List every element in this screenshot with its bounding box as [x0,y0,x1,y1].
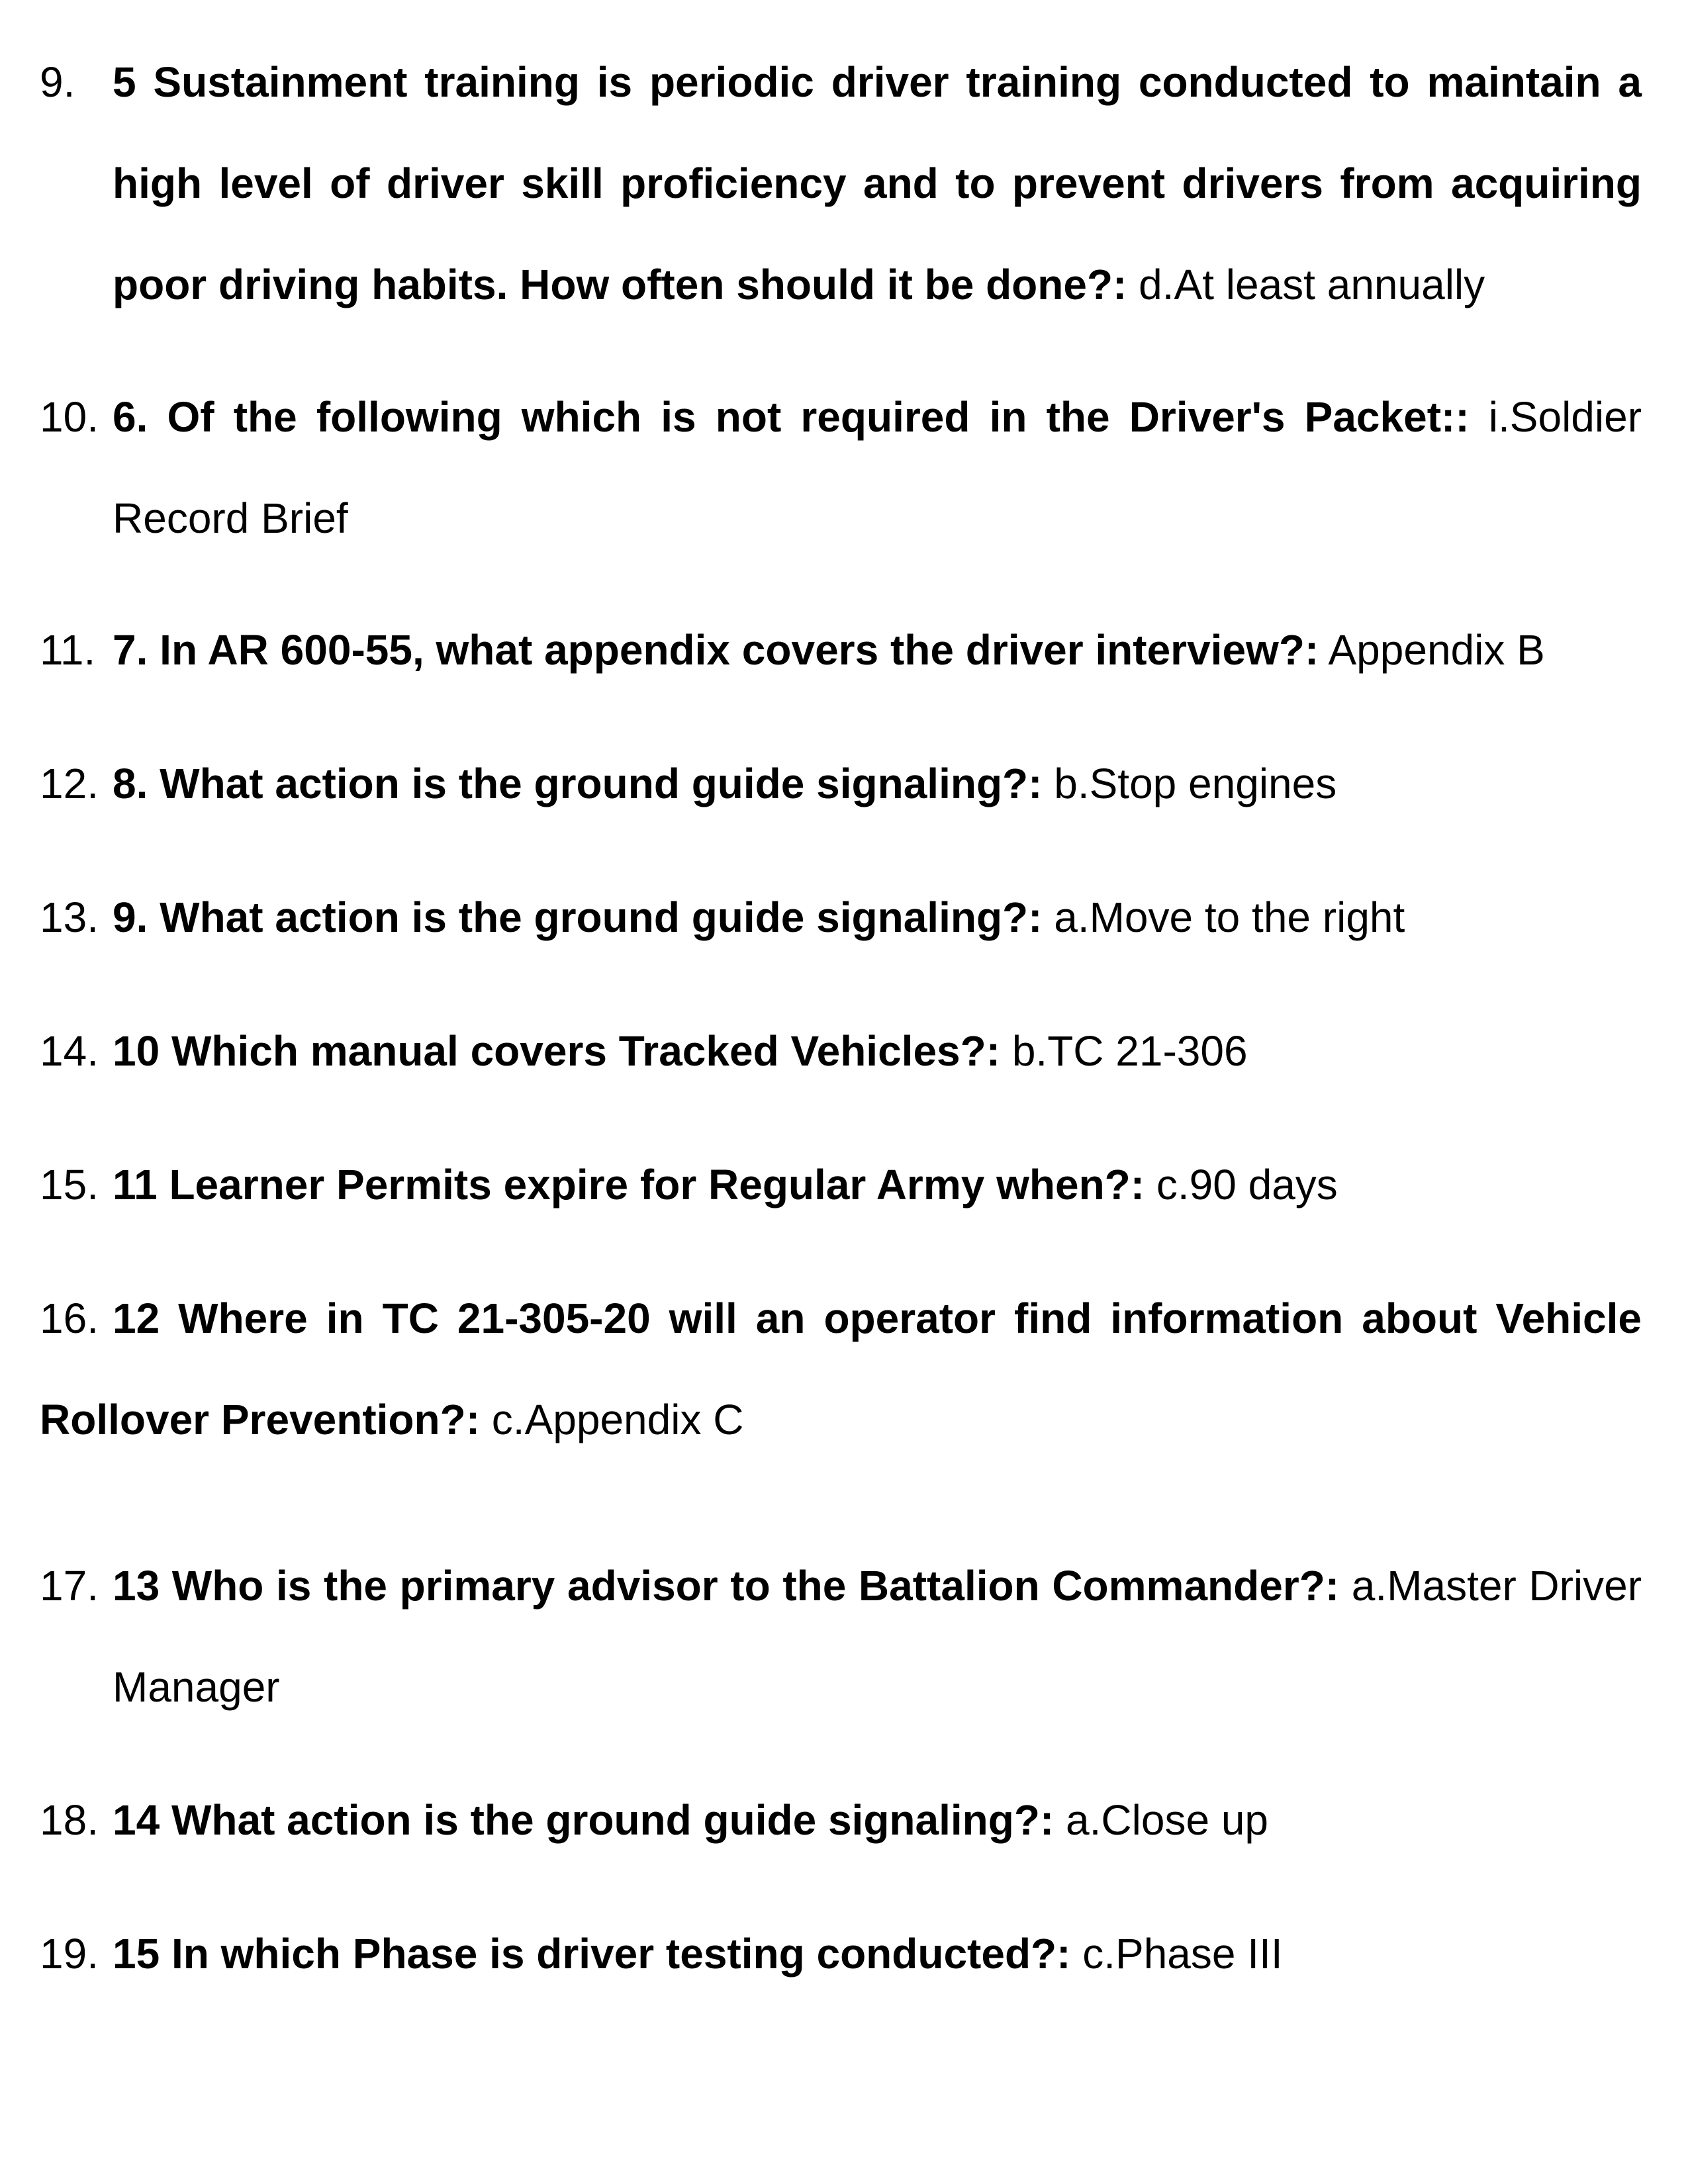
question-text: 15 In which Phase is driver testing conducted?: [113,1930,1071,1978]
question-text: 11 Learner Permits expire for Regular Army when?: [113,1161,1145,1208]
item-number: 14. [40,1027,99,1075]
list-item [40,32,1642,336]
item-number: 10. [40,393,99,441]
item-number: 18. [40,1796,99,1844]
answer-text: b.TC 21-306 [1011,1027,1248,1075]
question-text: 7. In AR 600-55, what appendix covers the driver interview?: [113,626,1319,674]
list-item [40,1268,1642,1471]
answer-text: a.Move to the right [1054,893,1405,941]
list-item [40,600,1642,701]
question-text: 14 What action is the ground guide signaling?: [113,1796,1055,1844]
question-text: 13 Who is the primary advisor to the Battalion Commander?: [113,1562,1340,1610]
question-text: 6. Of the following which is not required in the Driver's Packet:: [113,393,1470,441]
list-item [40,1134,1642,1236]
list-item [40,1903,1642,2005]
answer-text: i.Soldier Record Brief [113,393,1642,542]
answer-text: c.90 days [1156,1161,1338,1208]
list-item [40,867,1642,968]
list-item [40,1535,1642,1738]
question-text: 8. What action is the ground guide signaling?: [113,760,1043,807]
answer-text: d.At least annually [1139,261,1485,308]
list-item [40,1001,1642,1102]
answer-text: c.Appendix C [491,1396,744,1443]
item-number: 17. [40,1562,99,1610]
item-number: 16. [40,1295,99,1342]
answer-text: Appendix B [1328,626,1545,674]
answer-text: a.Close up [1066,1796,1268,1844]
item-number: 15. [40,1161,99,1208]
answer-text: a.Master Driver Manager [113,1562,1642,1711]
item-number: 11. [40,626,96,674]
list-item [40,1770,1642,1871]
item-number: 19. [40,1930,99,1978]
list-item [40,733,1642,835]
question-text: 5 Sustainment training is periodic driver training conducted to maintain a high level of driver skill proficiency and to prevent drivers from acquiring poor driving habits. How often should it be done?: [113,58,1642,308]
list-item [40,367,1642,569]
item-number: 12. [40,760,99,807]
question-text: 10 Which manual covers Tracked Vehicles?: [113,1027,1001,1075]
item-number: 9. [40,58,75,106]
answer-text: b.Stop engines [1054,760,1337,807]
question-text: 9. What action is the ground guide signaling?: [113,893,1043,941]
question-text: 12 Where in TC 21-305-20 will an operator find information about Vehicle Rollover Prevention?: [40,1295,1642,1443]
answer-text: c.Phase III [1082,1930,1283,1978]
item-number: 13. [40,893,99,941]
